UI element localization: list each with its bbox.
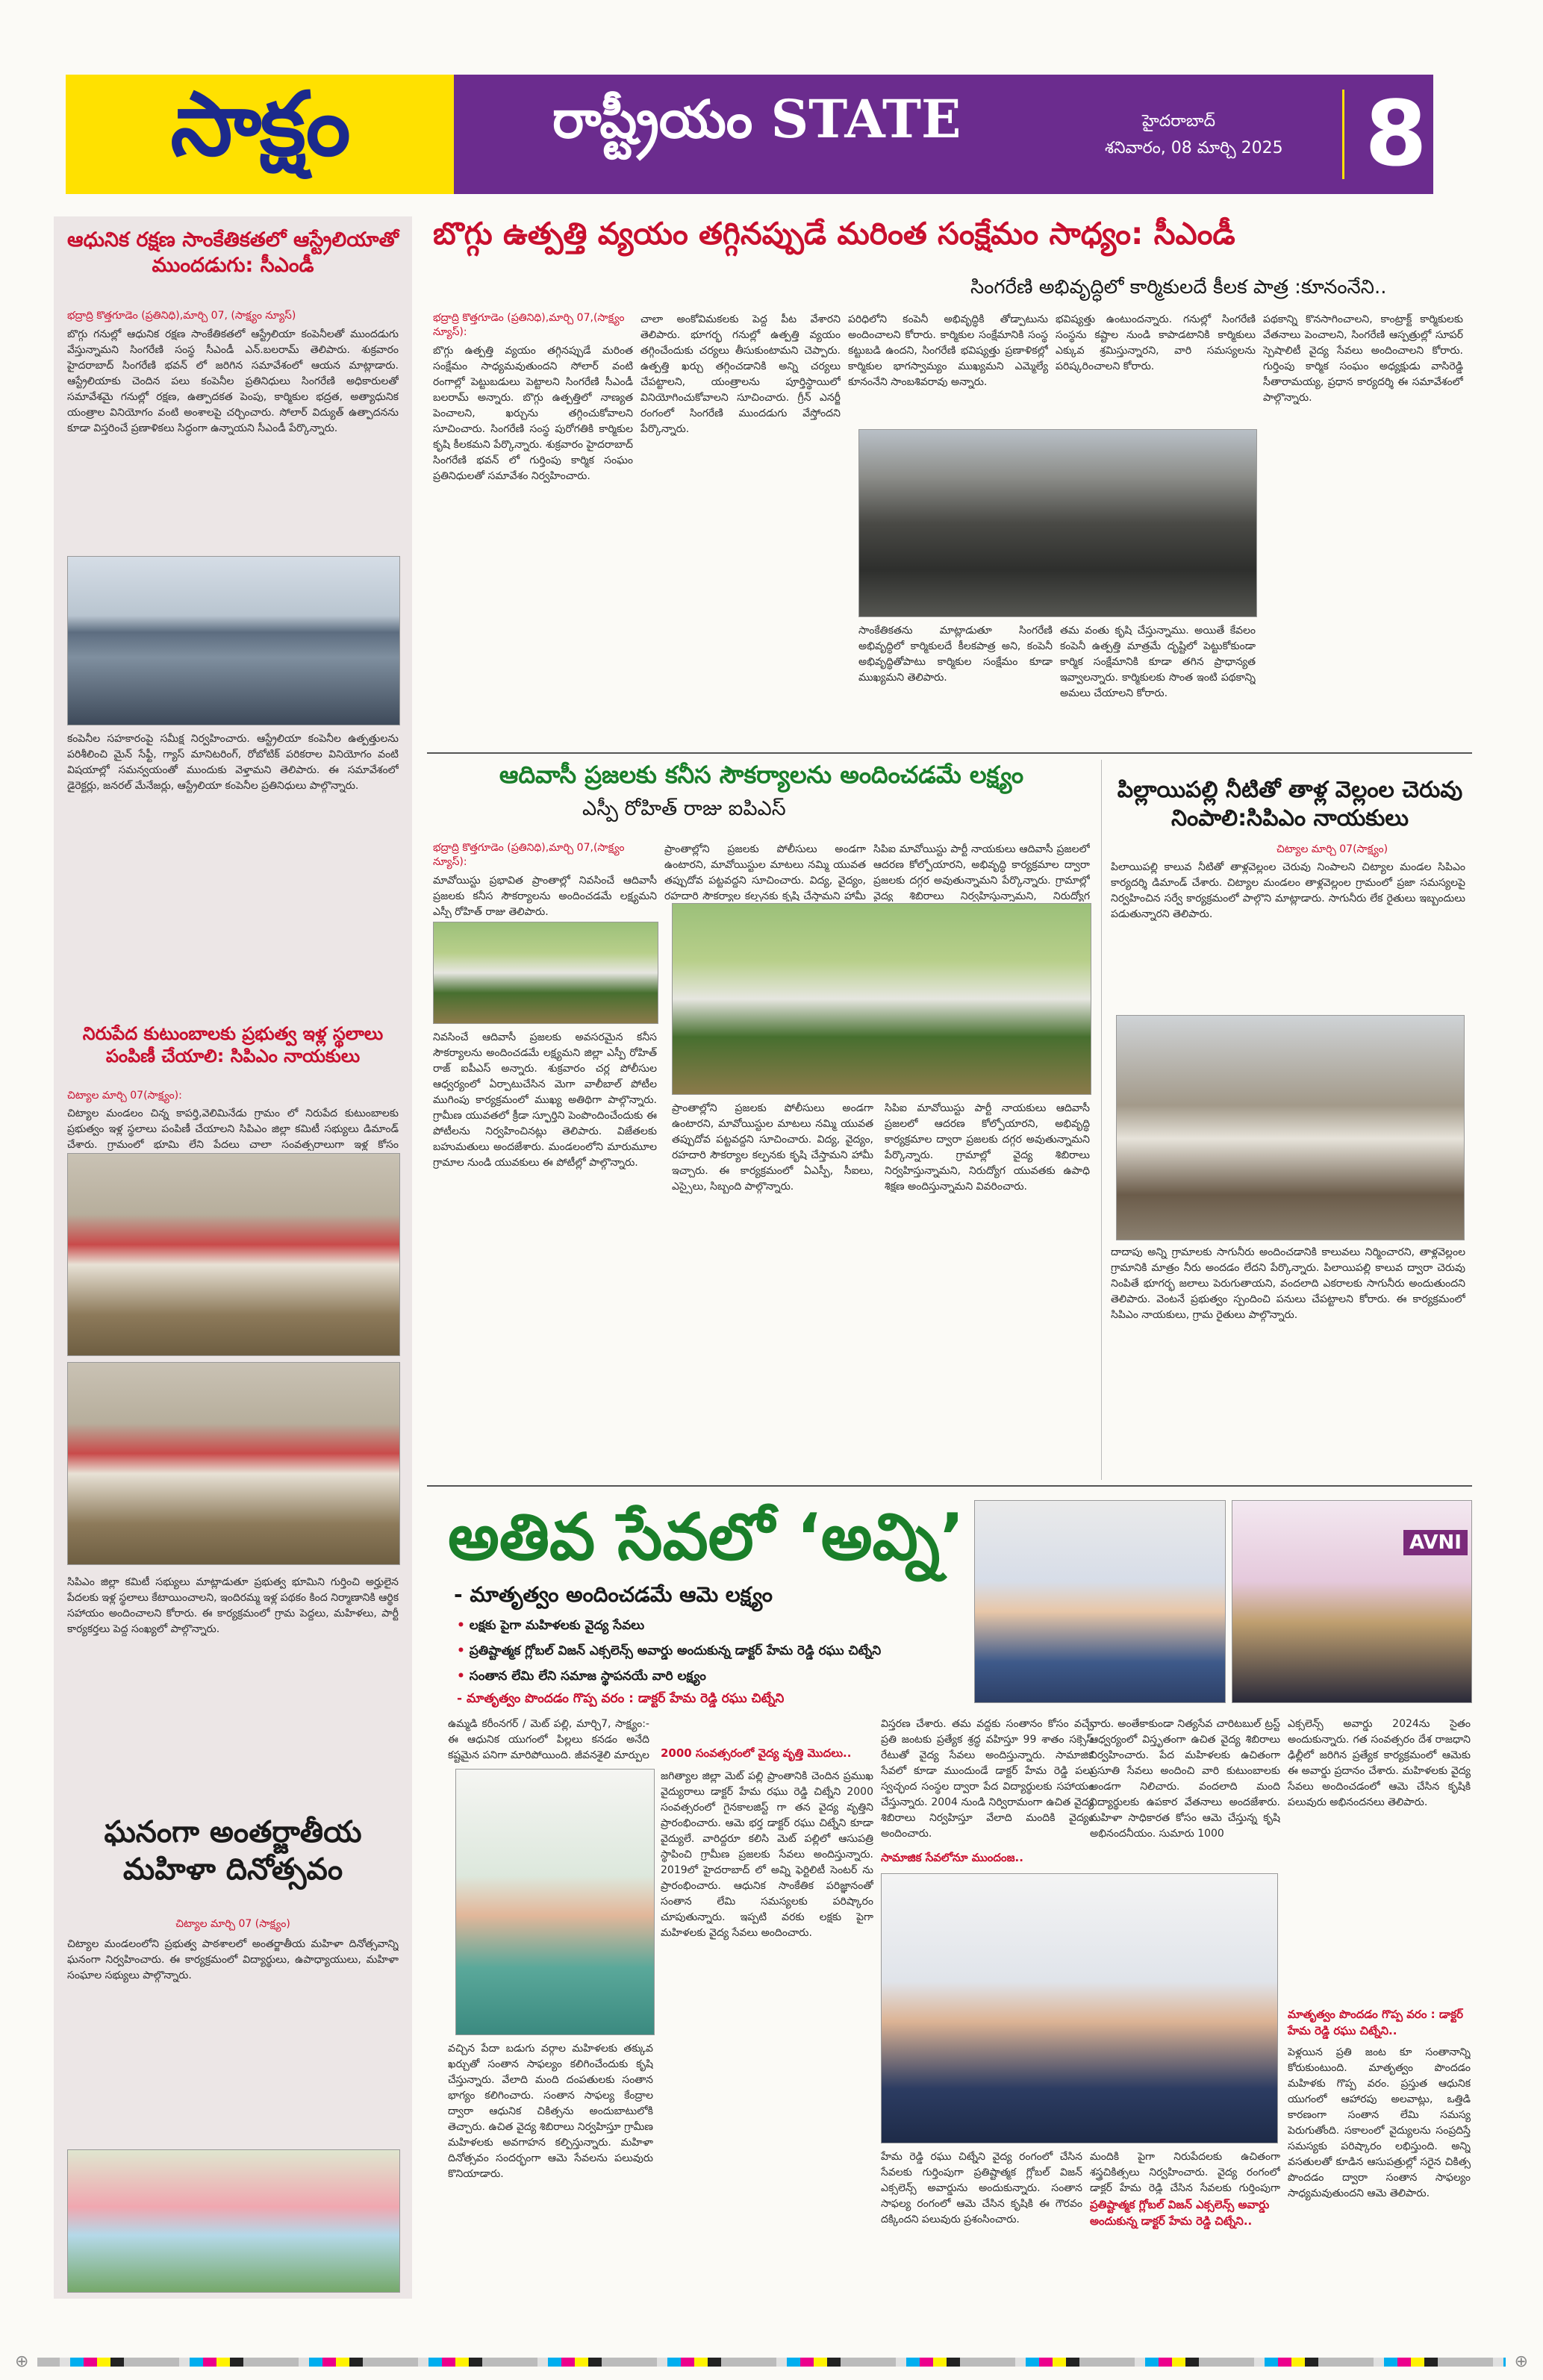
meeting-photo <box>67 556 400 725</box>
sidebar-story3-body: చిట్యాల మండలంలోని ప్రభుత్వ పాఠశాలలో అంతర్జాతీయ మహిళా దినోత్సవాన్ని ఘనంగా నిర్వహించారు. ఈ కార్యక్రమంలో విద్యార్థులు, ఉపాధ్యాయులు, మహిళా సంఘాల సభ్యులు పాల్గొన్నారు. <box>67 1938 399 1981</box>
newspaper-logo: సాక్షం <box>170 72 349 175</box>
lead-column-4: భవిష్యత్తు ఉంటుందన్నారు. గనుల్లో సింగరేణి సంస్థను కష్టాల నుండి కాపాడటానికి కార్మికులు ఎక్కువ శ్రమిస్తున్నారని, వారి సమస్యలను పరిష్కరించాలని కోరారు. <box>1056 313 1256 372</box>
lead-dateline: భద్రాద్రి కొత్తగూడెం (ప్రతినిధి),మార్చి 07,(సాక్ష్యం న్యూస్): <box>433 312 625 338</box>
column-divider <box>1101 760 1102 1480</box>
adivasi-column-3-top: సిపిఐ మావోయిస్టు పార్టీ నాయకులు ఆదివాసీ ప్రజలలో ఆదరణ కోల్పోయారని, అభివృద్ధి కార్యక్రమాల ద్వారా ప్రజలకు దగ్గర అవుతున్నామని పేర్కొన్నారు. గ్రామాల్లో వైద్య శిబిరాలు నిర్వహిస్తున్నామని, నిరుద్యోగ <box>873 843 1090 902</box>
feature-bullet-1: • లక్షకు పైగా మహిళలకు వైద్య సేవలు <box>457 1614 972 1637</box>
villagers-photo <box>67 1362 400 1565</box>
feature-column-2: జగిత్యాల జిల్లా మెట్ పల్లి ప్రాంతానికి చెందిన ప్రముఖ వైద్యురాలు డాక్టర్ హేమ రఘు రెడ్డి చిట్నేని 2000 సంవత్సరంలో గైనకాలజిస్ట్ గా తన వైద్య వృత్తిని ప్రారంభించారు. ఆమె భర్త డాక్టర్ రఘు చిట్నేని కూడా వైద్యులే. వారిద్దరూ కలిసి మెట్ పల్లిలో ఆసుపత్రి స్థాపించి గ్రామీణ ప్రజలకు సేవలు అందిస్తున్నారు. 2019లో హైదరాబాద్ లో అవ్ని ఫెర్టిలిటీ సెంటర్ ను ప్రారంభించారు. ఆధునిక సాంకేతిక పరిజ్ఞానంతో సంతాన లేమి సమస్యలకు పరిష్కారం చూపుతున్నారు. ఇప్పటి వరకు లక్షకు పైగా మహిళలకు వైద్య సేవలు అందించారు. <box>661 1770 873 1939</box>
adivasi-column-1: నివసించే ఆదివాసీ ప్రజలకు అవసరమైన కనీస సౌకర్యాలను అందించడమే లక్ష్యమని జిల్లా ఎస్పీ రోహిత్ రాజ్ ఐపీఎస్ అన్నారు. శుక్రవారం చర్ల పోలీసుల ఆధ్వర్యంలో ఏర్పాటుచేసిన మెగా వాలీబాల్ పోటీల ముగింపు కార్యక్రమంలో ముఖ్య అతిథిగా పాల్గొన్నారు. గ్రామీణ యువతలో క్రీడా స్ఫూర్తిని పెంపొందించేందుకు ఈ పోటీలను నిర్వహించినట్లు తెలిపారు. విజేతలకు బహుమతులు అందజేశారు. మండలంలోని మారుమూల గ్రామాల నుండి యువకులు ఈ పోటీల్లో పాల్గొన్నారు. <box>433 1031 657 1169</box>
feature-headline: అతివ సేవలో ‘అవ్ని’ <box>448 1500 964 1575</box>
lead-subheadline: సింగరేణి అభివృద్ధిలో కార్మికులదే కీలక పాత్ర :కూనంనేని.. <box>970 276 1387 299</box>
coal-mine-photo <box>858 429 1257 617</box>
volleyball-team-photo <box>672 903 1091 1095</box>
feature-column-5: ఎక్సలెన్స్ అవార్డు 2024ను సైతం అందుకున్నారు. గత సంవత్సరం దేశ రాజధాని ఢిల్లీలో జరిగిన ప్రత్యేక కార్యక్రమంలో ఆమెకు ఈ అవార్డు ప్రదానం చేశారు. మహిళలకు వైద్య సేవలు అందించడంలో ఆమె చేసిన కృషికి పలువురు అభినందనలు తెలిపారు. <box>1288 1718 1471 1808</box>
sidebar-story1-headline: ఆధునిక రక్షణ సాంకేతికతలో ఆస్ట్రేలియాతో ముందడుగు: సీఎండీ <box>67 228 399 277</box>
edition-date: శనివారం, 08 మార్చి 2025 <box>1105 139 1283 157</box>
sidebar-story1-dateline: భద్రాద్రి కొత్తగూడెం (ప్రతినిధి),మార్చి 07, (సాక్ష్యం న్యూస్) <box>67 310 296 322</box>
lead-column-3: పరిధిలోని కంపెనీ అభివృద్ధికి తోడ్పాటును అందించాలని కోరారు. కార్మికుల సంక్షేమానికి సంస్థ కట్టుబడి ఉందని, సింగరేణి భవిష్యత్తు ప్రణాళికల్లో కార్మికుల భాగస్వామ్యం ముఖ్యమని ఎమ్మెల్యే కూనంనేని సాంబశివరావు అన్నారు. <box>848 313 1048 388</box>
sidebar-story2-body-cont: సిపిఎం జిల్లా కమిటీ సభ్యులు మాట్లాడుతూ ప్రభుత్వ భూమిని గుర్తించి అర్హులైన పేదలకు ఇళ్ల స్థలాలు కేటాయించాలని, ఇందిరమ్మ ఇళ్ల పథకం కింద నిర్మాణానికి ఆర్థిక సహాయం అందించాలని కోరారు. ఈ కార్యక్రమంలో గ్రామ పెద్దలు, మహిళలు, పార్టీ కార్యకర్తలు పెద్ద సంఖ్యలో పాల్గొన్నారు. <box>67 1576 399 1635</box>
feature-column-3-cont: హేమ రెడ్డి రఘు చిట్నేని వైద్య రంగంలో చేసిన సేవలకు గుర్తింపుగా ప్రతిష్టాత్మక గ్లోబల్ విజన్ ఎక్సలెన్స్ అవార్డును అందుకున్నారు. సంతాన సాఫల్య రంగంలో ఆమె చేసిన కృషికి ఈ గౌరవం దక్కిందని పలువురు ప్రశంసించారు. <box>881 2151 1082 2226</box>
pilaipalli-headline: పిల్లాయిపల్లి నీటితో తాళ్ల వెల్లంల చెరువు నింపాలి:సిపిఎం నాయకులు <box>1117 777 1463 831</box>
feature-subhead-2: సామాజిక సేవలోనూ ముందంజ.. <box>881 1851 1023 1864</box>
lead-column-4-cont: తమ వంతు కృషి చేస్తున్నాము. అయితే కేవలం కంపెనీ ఉత్పత్తి మాత్రమే దృష్టిలో పెట్టుకోకుండా కార్మిక సంక్షేమానికి కూడా తగిన ప్రాధాన్యత ఇవ్వాలన్నారు. కార్మికులకు సొంత ఇంటి పథకాన్ని అమలు చేయాలని కోరారు. <box>1060 625 1256 699</box>
adivasi-byline: ఎస్పీ రోహిత్ రాజు ఐపిఎస్ <box>582 797 786 820</box>
registration-strip <box>0 2343 1543 2380</box>
feature-quote: - మాతృత్వం పొందడం గొప్ప వరం : డాక్టర్ హేమ రెడ్డి రఘు చిట్నేని <box>457 1691 785 1706</box>
doctor-with-baby-photo <box>974 1500 1226 1703</box>
adivasi-column-3: సిపిఐ మావోయిస్టు పార్టీ నాయకులు ఆదివాసీ ప్రజలలో ఆదరణ కోల్పోయారని, అభివృద్ధి కార్యక్రమాల ద్వారా ప్రజలకు దగ్గర అవుతున్నామని పేర్కొన్నారు. గ్రామాల్లో వైద్య శిబిరాలు నిర్వహిస్తున్నామని, నిరుద్యోగ యువతకు ఉపాధి శిక్షణ అందిస్తున్నామని వివరించారు. <box>885 1102 1090 1193</box>
section-divider <box>427 752 1472 754</box>
feature-column-1-top: ఉమ్మడి కరీంనగర్ / మెట్ పల్లి, మార్చి7, సాక్ష్యం:- ఈ ఆధునిక యుగంలో పిల్లలు కనడం అనేది కష్టమైన పనిగా మారిపోయింది. జీవనశైలి మార్పుల <box>448 1718 649 1761</box>
pilaipalli-dateline: చిట్యాల మార్చి 07(సాక్ష్యం) <box>1277 843 1388 855</box>
pilaipalli-body-cont: దాదాపు అన్ని గ్రామాలకు సాగునీరు అందించడానికి కాలువలు నిర్మించారని, తాళ్లవెల్లంల గ్రామానికి మాత్రం నీరు అందడం లేదని పేర్కొన్నారు. పిలాయిపల్లి కాలువ ద్వారా చెరువు నింపితే భూగర్భ జలాలు పెరుగుతాయని, వందలాది ఎకరాలకు సాగునీరు అందుతుందని తెలిపారు. వెంటనే ప్రభుత్వం స్పందించి పనులు చేపట్టాలని కోరారు. ఈ కార్యక్రమంలో సిపిఎం నాయకులు, గ్రామ రైతులు పాల్గొన్నారు. <box>1111 1246 1465 1321</box>
police-officers-photo <box>433 922 658 1024</box>
villagers-meeting-photo <box>1116 1015 1465 1240</box>
feature-subhead-3: ప్రతిష్టాత్మక గ్లోబల్ విజన్ ఎక్సలెన్స్ అవార్డు అందుకున్న డాక్టర్ హేమ రెడ్డి చిట్నేని.. <box>1090 2198 1270 2228</box>
lead-column-2: చాలా అంకోవిమకలకు పెద్ద పీట వేశారని తెలిపారు. భూగర్భ గనుల్లో ఉత్పత్తి వ్యయం తగ్గించేందుకు చర్యలు తీసుకుంటామని చెప్పారు. ఉత్పత్తి ఖర్చు తగ్గించడానికి అన్ని చర్యలు చేపట్టాలని, యంత్రాలను పూర్తిస్థాయిలో వినియోగించుకోవాలని సూచించారు. గ్రీన్ ఎనర్జీ రంగంలో సింగరేణి ముందడుగు వేస్తోందని పేర్కొన్నారు. <box>640 313 841 435</box>
feature-bullet-2: • ప్రతిష్టాత్మక గ్లోబల్ విజన్ ఎక్సలెన్స్ అవార్డు అందుకున్న డాక్టర్ హేమ రెడ్డి రఘు చిట్నేని <box>457 1640 972 1662</box>
nurse-holding-twins-photo <box>455 1769 655 2035</box>
protest-group-photo <box>67 1153 400 1356</box>
lead-column-1: బొగ్గు ఉత్పత్తి వ్యయం తగ్గినప్పుడే మరింత సంక్షేమం సాధ్యమవుతుందని సోలార్ వంటి రంగాల్లో పెట్టుబడులు పెట్టాలని సింగరేణి సీఎండీ బలరామ్ అన్నారు. బొగ్గు ఉత్పత్తిలో నాణ్యత పెంచాలని, ఖర్చును తగ్గించుకోవాలని సూచించారు. సింగరేణి సంస్థ పురోగతికి కార్మికుల కృషి కీలకమని పేర్కొన్నారు. శుక్రవారం హైదరాబాద్ సింగరేణి భవన్ లో గుర్తింపు కార్మిక సంఘం ప్రతినిధులతో సమావేశం నిర్వహించారు. <box>433 345 633 482</box>
feature-column-5-cont: పెళ్లయిన ప్రతి జంట కూ సంతానాన్ని కోరుకుంటుంది. మాతృత్వం పొందడం మహిళకు గొప్ప వరం. ప్రస్తుత ఆధునిక యుగంలో ఆహారపు అలవాట్లు, ఒత్తిడి కారణంగా సంతాన లేమి సమస్య పెరుగుతోంది. సకాలంలో వైద్యులను సంప్రదిస్తే సమస్యకు పరిష్కారం లభిస్తుంది. అన్ని వసతులతో కూడిన ఆసుపత్రుల్లో సరైన చికిత్స పొందడం ద్వారా సంతాన సాఫల్యం సాధ్యమవుతుందని ఆమె తెలిపారు. <box>1288 2046 1471 2199</box>
sidebar-story2-headline: నిరుపేద కుటుంబాలకు ప్రభుత్వ ఇళ్ల స్థలాలు పంపిణీ చేయాలి: సిపిఎం నాయకులు <box>82 1023 384 1066</box>
lead-column-5: పథకాన్ని కొనసాగించాలని, కాంట్రాక్ట్ కార్మికులకు వేతనాలు పెంచాలని, సింగరేణి ఆస్పత్రుల్లో సూపర్ స్పెషాలిటీ వైద్య సేవలు అందించాలని కోరారు. గుర్తింపు కార్మిక సంఘం అధ్యక్షుడు వాసిరెడ్డి సీతారామయ్య, ప్రధాన కార్యదర్శి ఈ సమావేశంలో పాల్గొన్నారు. <box>1263 313 1463 404</box>
sidebar-story3-headline: ఘనంగా అంతర్జాతీయ మహిళా దినోత్సవం <box>104 1815 362 1887</box>
adivasi-dateline: భద్రాద్రి కొత్తగూడెం (ప్రతినిధి),మార్చి 07,(సాక్ష్యం న్యూస్): <box>433 842 625 868</box>
pilaipalli-body: పిలాయిపల్లి కాలువ నీటితో తాళ్లవెల్లంల చెరువు నింపాలని చిట్యాల మండల సిపిఎం కార్యదర్శి డిమాండ్ చేశారు. చిట్యాల మండలం తాళ్లవెల్లంల గ్రామంలో ప్రజా సమస్యలపై నిర్వహించిన సర్వే కార్యక్రమంలో పాల్గొని మాట్లాడారు. సాగునీరు లేక రైతులు ఇబ్బందులు పడుతున్నారని తెలిపారు. <box>1111 861 1465 920</box>
sidebar-story3-dateline: చిట్యాల మార్చి 07 (సాక్ష్యం) <box>175 1918 290 1930</box>
sidebar-story2-dateline: చిట్యాల మార్చి 07(సాక్ష్యం): <box>67 1090 182 1102</box>
feature-bullet-3: • సంతాన లేమి లేని సమాజ స్థాపనయే వారి లక్ష్యం <box>457 1665 972 1687</box>
feature-deck: - మాతృత్వం అందించడమే ఆమె లక్ష్యం <box>454 1582 773 1607</box>
adivasi-headline: ఆదివాసీ ప్రజలకు కనీస సౌకర్యాలను అందించడమే లక్ష్యం <box>499 760 1024 789</box>
adivasi-column-2: ప్రాంతాల్లోని ప్రజలకు పోలీసులు అండగా ఉంటారని, మావోయిస్టుల మాటలు నమ్మి యువత తప్పుదోవ పట్టవద్దని సూచించారు. విద్య, వైద్యం, రహదారి సౌకర్యాల కల్పనకు కృషి చేస్తామని హామీ ఇచ్చారు. ఈ కార్యక్రమంలో ఏఎస్పీ, సీఐలు, ఎస్సైలు, సిబ్బంది పాల్గొన్నారు. <box>672 1102 873 1193</box>
sidebar-story1-body-cont: కంపెనీల సహకారంపై సమీక్ష నిర్వహించారు. ఆస్ట్రేలియా కంపెనీల ఉత్పత్తులను పరిశీలించి మైన్ సేఫ్టీ, గ్యాస్ మానిటరింగ్, రోబోటిక్ పరికరాల వినియోగం వంటి విషయాల్లో సమన్వయంతో ముందుకు వెళ్తామని తెలిపారు. ఈ సమావేశంలో డైరెక్టర్లు, జనరల్ మేనేజర్లు, ఆస్ట్రేలియా కంపెనీల ప్రతినిధులు పాల్గొన్నారు. <box>67 733 399 792</box>
masthead-divider <box>1342 90 1344 179</box>
sidebar-story1-body: బొగ్గు గనుల్లో ఆధునిక రక్షణ సాంకేతికతలో ఆస్ట్రేలియా కంపెనీలతో ముందడుగు వేస్తున్నామని సింగరేణి సంస్థ సీఎండీ ఎన్.బలరామ్ తెలిపారు. శుక్రవారం హైదరాబాద్ సింగరేణి భవన్ లో జరిగిన సమావేశంలో ఆయన మాట్లాడారు. ఆస్ట్రేలియాకు చెందిన పలు కంపెనీల ప్రతినిధులు సింగరేణి అధికారులతో సమావేశమై గనుల్లో రక్షణ, ఉత్పాదకత పెంపు, కార్మికుల భద్రత, అత్యాధునిక యంత్రాల వినియోగం వంటి అంశాలపై చర్చించారు. సోలార్ విద్యుత్ ఉత్పాదనను కూడా విస్తరించే ప్రణాళికలు సిద్ధంగా ఉన్నాయని సీఎండీ పేర్కొన్నారు. <box>67 328 399 434</box>
feature-column-1: వచ్చిన పేదా బడుగు వర్గాల మహిళలకు తక్కువ ఖర్చుతో సంతాన సాఫల్యం కలిగించేందుకు కృషి చేస్తున్నారు. వేలాది మంది దంపతులకు సంతాన భాగ్యం కలిగించారు. సంతాన సాఫల్య కేంద్రాల ద్వారా ఆధునిక చికిత్సను అందుబాటులోకి తెచ్చారు. ఉచిత వైద్య శిబిరాలు నిర్వహిస్తూ గ్రామీణ మహిళలకు అవగాహన కల్పిస్తున్నారు. మహిళా దినోత్సవం సందర్భంగా ఆమె సేవలను పలువురు కొనియాడారు. <box>448 2043 653 2180</box>
registration-crosshair-icon-right: ⊕ <box>1514 2352 1528 2371</box>
avni-logo: AVNI <box>1403 1530 1468 1555</box>
color-bar <box>37 2358 1505 2367</box>
womens-day-photo <box>67 2149 400 2293</box>
sidebar-story2-body: చిట్యాల మండలం చిన్న కాపర్తి,వెలిమినేడు గ్రామం లో నిరుపేద కుటుంబాలకు ప్రభుత్వం ఇళ్ల స్థలాలు పంపిణీ చేయాలని సిపిఎం జిల్లా కమిటీ సభ్యులు డిమాండ్ చేశారు. గ్రామంలో భూమి లేని పేదలు చాలా సంవత్సరాలుగా ఇళ్ల కోసం <box>67 1108 399 1151</box>
section-title: రాష్ట్రీయం STATE <box>552 88 961 150</box>
doctor-portrait-photo <box>881 1873 1278 2143</box>
edition-city: హైదరాబాద్ <box>1142 112 1215 131</box>
feature-subhead-4: మాతృత్వం పొందడం గొప్ప వరం : డాక్టర్ హేమ రెడ్డి రఘు చిట్నేని.. <box>1288 2008 1464 2037</box>
registration-crosshair-icon: ⊕ <box>15 2352 29 2371</box>
feature-subhead-1: 2000 సంవత్సరంలో వైద్య వృత్తి మొదలు.. <box>661 1746 852 1760</box>
feature-column-3: విస్తరణ చేశారు. తమ వద్దకు సంతానం కోసం వచ్చే ప్రతి జంటకు ప్రత్యేక శ్రద్ధ వహిస్తూ 99 శాతం సక్సెస్ రేటుతో వైద్య సేవలు అందిస్తున్నారు. సామాజిక సేవలో కూడా ముందుండే డాక్టర్ హేమ రెడ్డి పలు స్వచ్ఛంద సంస్థల ద్వారా పేద విద్యార్థులకు సహాయం చేస్తున్నారు. 2004 నుండి నిర్విరామంగా ఉచిత వైద్య శిబిరాలు నిర్వహిస్తూ వేలాది మందికి వైద్యం అందించారు. <box>881 1718 1094 1840</box>
feature-column-4-cont: మందికి పైగా నిరుపేదలకు ఉచితంగా శస్త్రచికిత్సలు నిర్వహించారు. వైద్య రంగంలో డాక్టర్ హేమ రెడ్డి చేసిన సేవలకు గుర్తింపుగా <box>1090 2151 1280 2194</box>
lead-column-3-cont: సాంకేతికతను మాట్లాడుతూ సింగరేణి అభివృద్ధిలో కార్మికులదే కీలకపాత్ర అని, కంపెనీ అభివృద్ధితోపాటు కార్మికుల సంక్షేమం కూడా ముఖ్యమని తెలిపారు. <box>858 625 1053 684</box>
section-divider-2 <box>427 1485 1472 1487</box>
page-number: 8 <box>1365 82 1427 187</box>
adivasi-intro: మావోయిస్టు ప్రభావిత ప్రాంతాల్లో నివసించే ఆదివాసీ ప్రజలకు కనీస సౌకర్యాలను అందించడమే లక్ష్యమని ఎస్పీ రోహిత్ రాజు తెలిపారు. <box>433 875 657 918</box>
adivasi-column-2-top: ప్రాంతాల్లోని ప్రజలకు పోలీసులు అండగా ఉంటారని, మావోయిస్టుల మాటలు నమ్మి యువత తప్పుదోవ పట్టవద్దని సూచించారు. విద్య, వైద్యం, రహదారి సౌకర్యాల కల్పనకు కృషి చేస్తామని హామీ <box>664 843 866 902</box>
feature-column-4: నారు. అంతేకాకుండా నిత్యసేవ చారిటబుల్ ట్రస్ట్ ఆధ్వర్యంలో విస్తృతంగా ఉచిత వైద్య శిబిరాలు నిర్వహించారు. పేద మహిళలకు ఉచితంగా ప్రసూతి సేవలు అందించి వారి కుటుంబాలకు అండగా నిలిచారు. వందలాది మంది విద్యార్థులకు ఉపకార వేతనాలు అందజేశారు. మహిళా సాధికారత కోసం ఆమె చేస్తున్న కృషి అభినందనీయం. సుమారు 1000 <box>1090 1718 1280 1840</box>
lead-headline: బొగ్గు ఉత్పత్తి వ్యయం తగ్గినప్పుడే మరింత సంక్షేమం సాధ్యం: సీఎండీ <box>433 216 1235 252</box>
